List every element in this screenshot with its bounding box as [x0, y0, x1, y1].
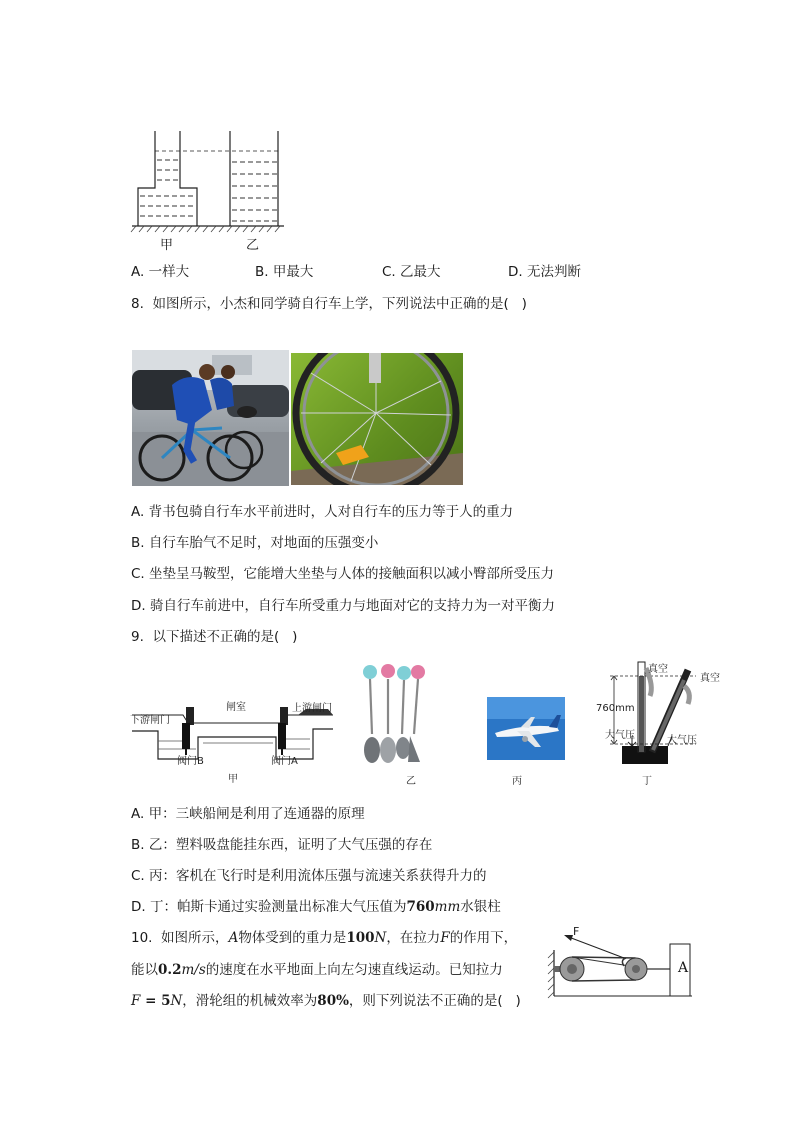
q9-option-b: B. 乙：塑料吸盘能挂东西，证明了大气压强的存在 — [131, 837, 433, 853]
cyclists-illustration — [132, 350, 289, 486]
q8-option-a: A. 背书包骑自行车水平前进时，人对自行车的压力等于人的重力 — [131, 504, 514, 520]
q8-option-c: C. 坐垫呈马鞍型，它能增大坐垫与人体的接触面积以减小臀部所受压力 — [131, 566, 555, 582]
q9-option-d-prefix: D. 丁：帕斯卡通过实验测量出标准大气压值为 — [131, 899, 407, 915]
q10-stem-line3 — [131, 989, 521, 1009]
q8-stem: 8. 如图所示，小杰和同学骑自行车上学，下列说法中正确的是( ) — [131, 296, 527, 312]
q7-option-d: D. 无法判断 — [508, 264, 581, 280]
lock-valve-a-label: 阀门A — [271, 756, 298, 767]
q9-option-d-value: 760 — [406, 899, 435, 915]
q10-text: ，在拉力 — [386, 930, 441, 946]
q10-unit-n: N — [374, 930, 387, 946]
q8-tire-photo — [291, 353, 463, 485]
tire-illustration — [291, 353, 463, 485]
q10-text: ，则下列说法不正确的是( ) — [348, 993, 521, 1009]
q10-speed-unit: m/s — [181, 962, 206, 978]
q7-option-b: B. 甲最大 — [255, 264, 314, 280]
q7-label-jia: 甲 — [160, 238, 174, 253]
q9-option-a: A. 甲：三峡船闸是利用了连通器的原理 — [131, 806, 365, 822]
q10-block-a-label: A — [678, 960, 689, 976]
q9-option-d-suffix: 水银柱 — [460, 899, 501, 915]
q10-var-f: F — [131, 993, 141, 1009]
q10-var-f: F — [440, 930, 450, 946]
q10-text: 的速度在水平地面上向左匀速直线运动。已知拉力 — [205, 962, 503, 978]
q10-var-a: A — [228, 930, 239, 946]
q9-option-c: C. 丙：客机在飞行时是利用流体压强与流速关系获得升力的 — [131, 868, 487, 884]
q9-caption-yi: 乙 — [406, 776, 416, 787]
q9-stem: 9. 以下描述不正确的是( ) — [131, 629, 298, 645]
q9-airplane-image — [487, 697, 565, 760]
q7-containers-figure — [128, 126, 288, 254]
torricelli-vacuum-left-label: 真空 — [648, 664, 668, 675]
lock-chamber-label: 闸室 — [226, 702, 246, 713]
lock-valve-b-label: 阀门B — [177, 756, 204, 767]
q9-caption-ding: 丁 — [642, 776, 652, 787]
q9-suction-hooks-image — [358, 664, 428, 768]
q9-option-d — [131, 895, 501, 915]
lock-downstream-gate-label: 下游闸门 — [130, 715, 170, 726]
q10-stem-line2 — [131, 958, 503, 978]
q8-option-b: B. 自行车胎气不足时，对地面的压强变小 — [131, 535, 379, 551]
torricelli-height-label: 760mm — [596, 703, 635, 714]
q10-pulley-diagram — [544, 922, 696, 1000]
torricelli-atm-left-label: 大气压 — [605, 730, 635, 741]
q10-speed-value: 0.2 — [158, 962, 182, 978]
q10-efficiency-value: 80% — [317, 993, 349, 1009]
q10-text: ，滑轮组的机械效率为 — [182, 993, 318, 1009]
q9-caption-bing: 丙 — [512, 776, 522, 787]
q10-text: 物体受到的重力是 — [238, 930, 347, 946]
q10-stem-line1 — [131, 926, 517, 946]
q10-text: 能以 — [131, 962, 158, 978]
q8-cyclists-photo — [132, 350, 289, 486]
torricelli-atm-right-label: 大气压 — [667, 735, 697, 746]
q10-weight-value: 100 — [346, 930, 375, 946]
lock-upstream-gate-label: 上游闸门 — [292, 703, 332, 714]
q10-text: 的作用下， — [449, 930, 518, 946]
q10-unit-n: N — [170, 993, 183, 1009]
q9-caption-jia: 甲 — [228, 774, 238, 785]
q8-option-d: D. 骑自行车前进中，自行车所受重力与地面对它的支持力为一对平衡力 — [131, 598, 555, 614]
q7-label-yi: 乙 — [246, 238, 260, 253]
torricelli-vacuum-right-label: 真空 — [700, 673, 720, 684]
q10-force-f-label: F — [573, 925, 580, 938]
q7-option-c: C. 乙最大 — [382, 264, 441, 280]
q10-text: 10. 如图所示， — [131, 930, 229, 946]
q9-option-d-unit: mm — [434, 899, 461, 915]
q10-force-value: = 5 — [140, 993, 171, 1009]
q7-option-a: A. 一样大 — [131, 264, 190, 280]
